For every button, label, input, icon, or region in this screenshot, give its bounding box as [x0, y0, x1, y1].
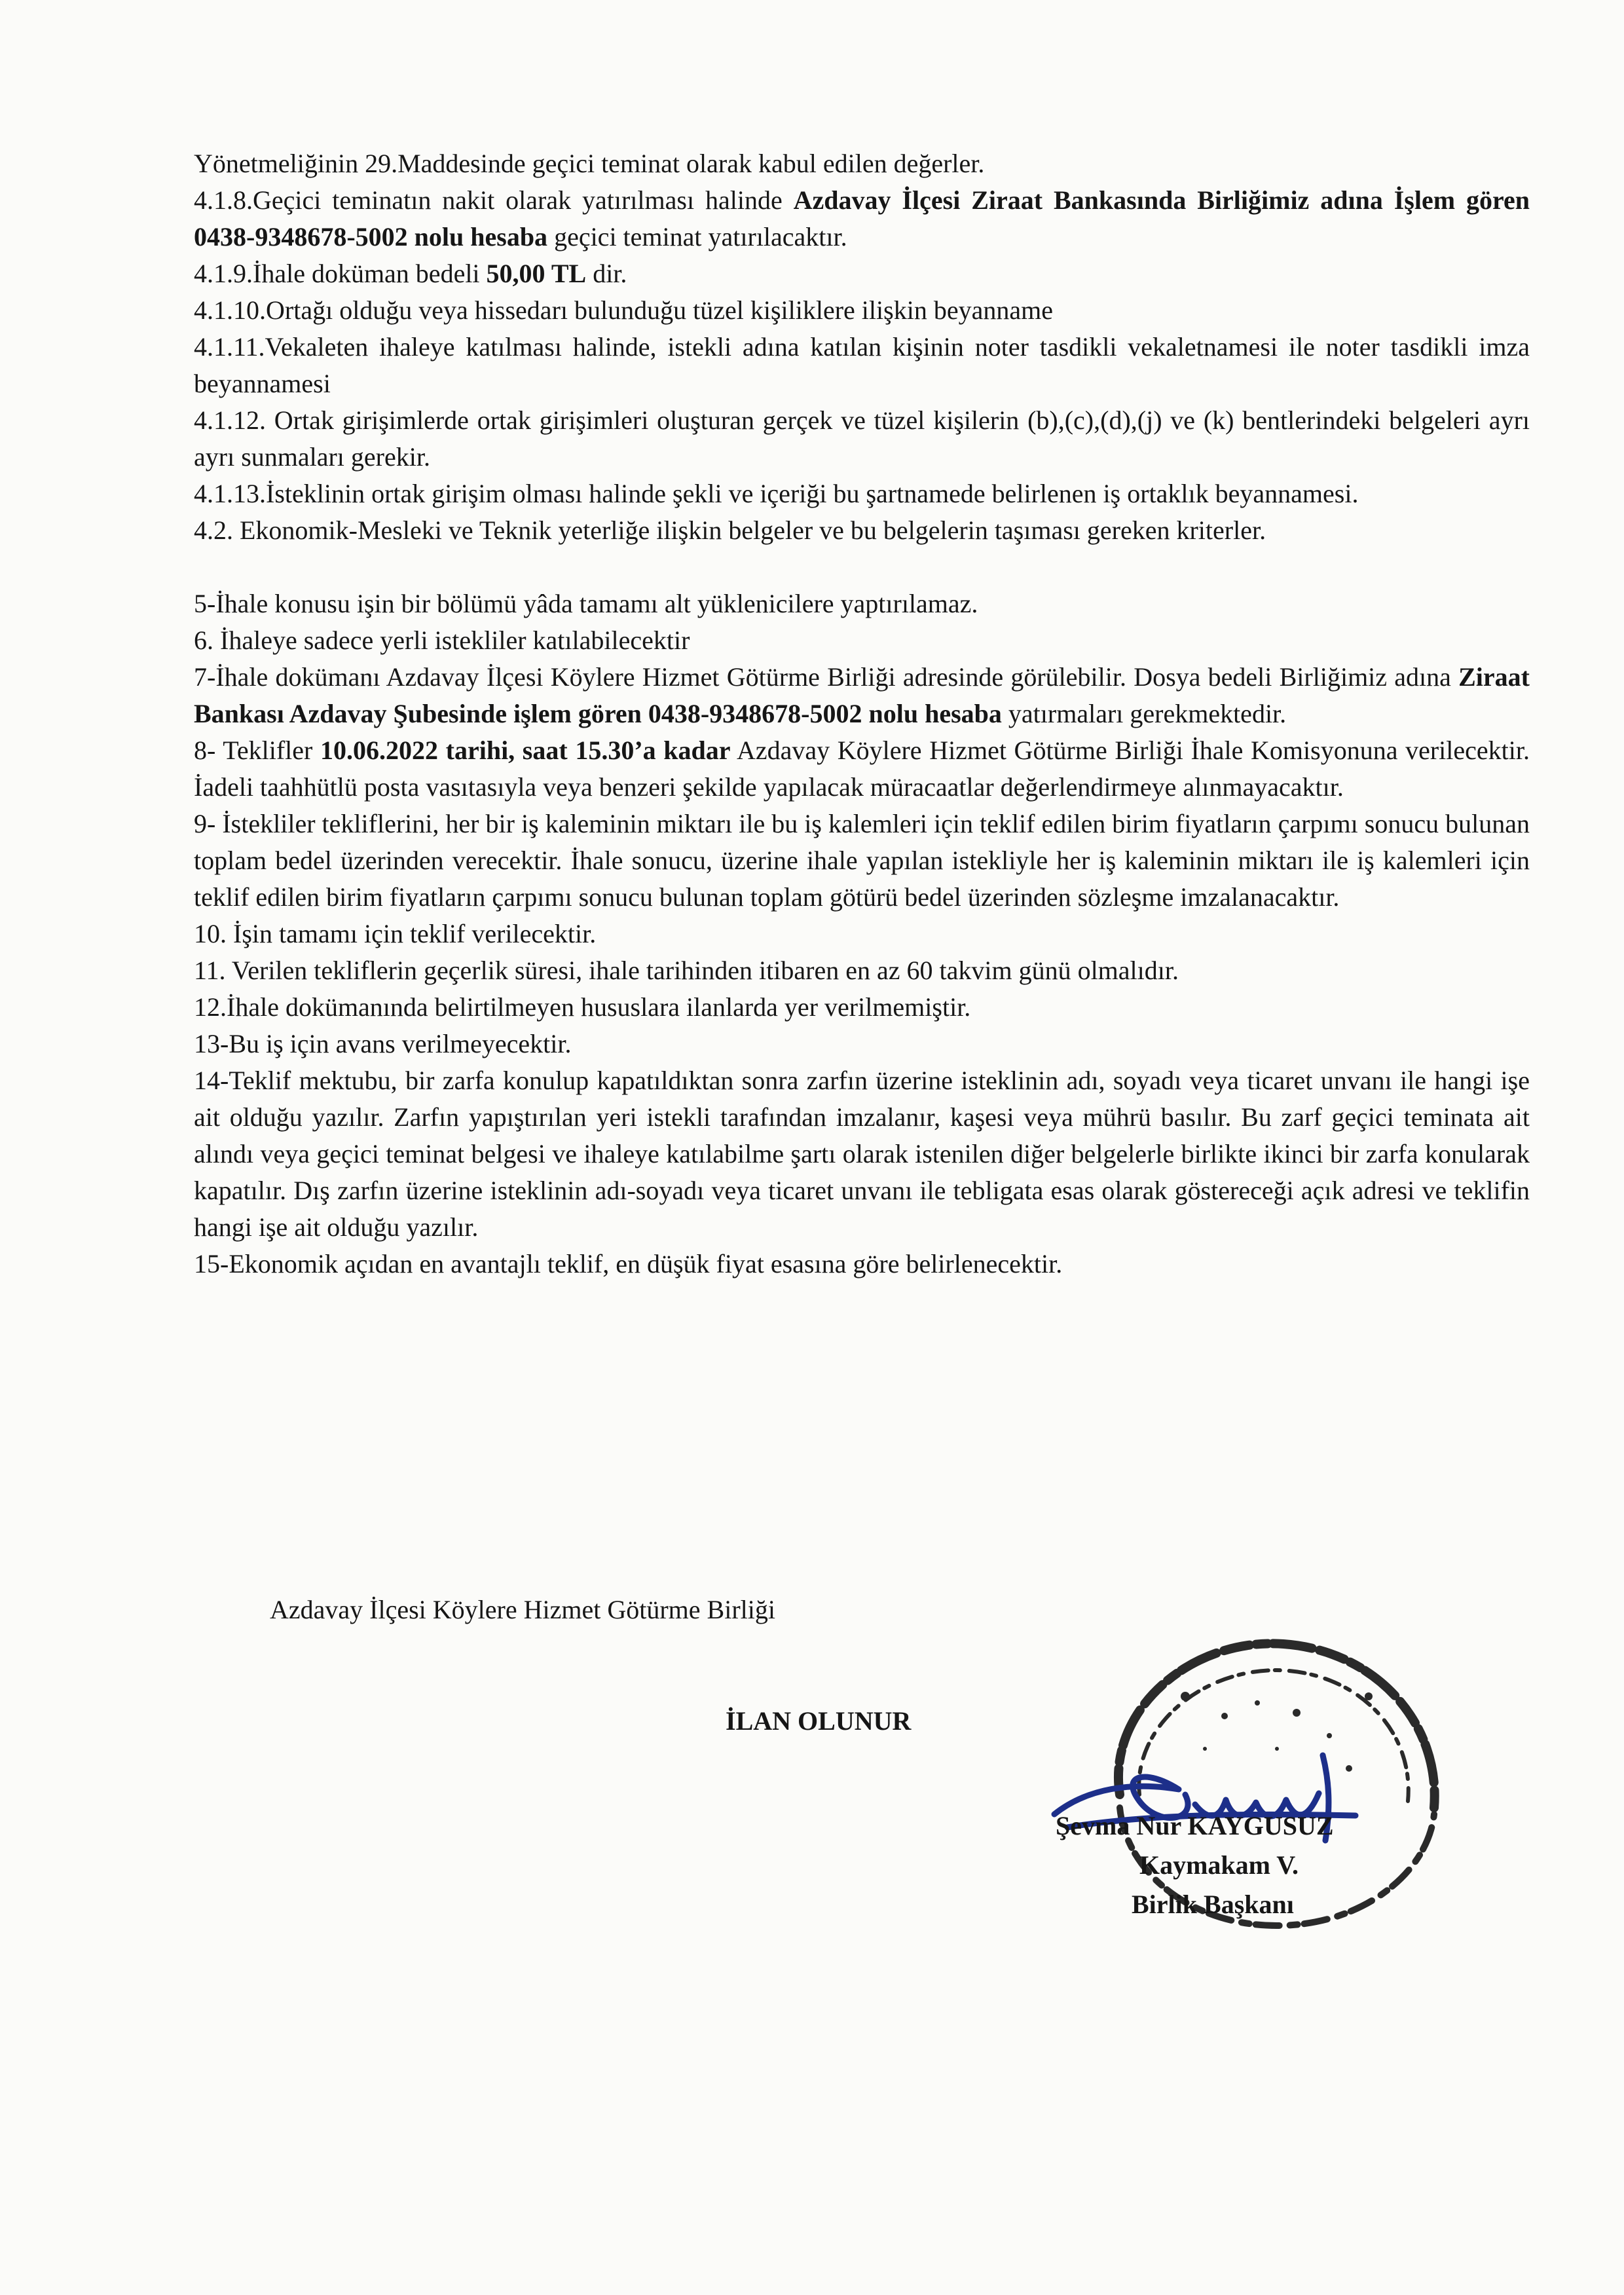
text-run: 4.1.8.Geçici teminatın nakit olarak yatırılması halinde: [194, 185, 794, 215]
signatory-name: Şevma Nur KAYGUSUZ: [1056, 1811, 1334, 1840]
paragraph: [194, 292, 1530, 329]
paragraph: [194, 512, 1530, 549]
text-run: 12.İhale dokümanında belirtilmeyen hususlara ilanlarda yer verilmemiştir.: [194, 992, 971, 1022]
paragraph: [194, 952, 1530, 989]
text-run: 4.1.12. Ortak girişimlerde ortak girişimleri oluşturan gerçek ve tüzel kişilerin (b),(c),(d),(j) ve (k) bentlerindeki belgeleri ayrı ayrı sunmaları gerekir.: [194, 405, 1530, 472]
text-run: 7-İhale dokümanı Azdavay İlçesi Köylere Hizmet Götürme Birliği adresinde görülebilir. Dosya bedeli Birliğimiz adına: [194, 662, 1459, 692]
paragraph: [194, 1026, 1530, 1062]
paragraph: [194, 1246, 1530, 1282]
text-run: 15-Ekonomik açıdan en avantajlı teklif, en düşük fiyat esasına göre belirlenecektir.: [194, 1249, 1063, 1278]
text-run: yatırmaları gerekmektedir.: [1001, 699, 1287, 728]
paragraph: [194, 916, 1530, 952]
text-run: 6. İhaleye sadece yerli istekliler katılabilecektir: [194, 625, 690, 655]
text-run: Yönetmeliğinin 29.Maddesinde geçici teminat olarak kabul edilen değerler.: [194, 149, 985, 178]
paragraph: [194, 622, 1530, 659]
paragraph: [194, 1062, 1530, 1246]
text-run: 4.1.13.İsteklinin ortak girişim olması halinde şekli ve içeriği bu şartnamede belirlenen iş ortaklık beyannamesi.: [194, 479, 1359, 508]
paragraph: [194, 145, 1530, 182]
paragraph: [194, 732, 1530, 806]
organization-name: Azdavay İlçesi Köylere Hizmet Götürme Birliği: [270, 1595, 775, 1624]
announcement-heading: İLAN OLUNUR: [726, 1706, 912, 1736]
text-run: dir.: [586, 259, 627, 288]
document-body: [194, 145, 1530, 1282]
text-run: 9- İstekliler tekliflerini, her bir iş kaleminin miktarı ile bu iş kalemleri için teklif edilen birim fiyatların çarpımı sonucu bulunan toplam bedel üzerinden verecektir. İhale sonucu, üzerine ihale yapılan istekliyle her iş kaleminin miktarı ile iş kalemleri için teklif edilen birim fiyatların çarpımı sonucu bulunan toplam götürü bedel üzerinden sözleşme imzalanacaktır.: [194, 809, 1530, 912]
text-run: 5-İhale konusu işin bir bölümü yâda tamamı alt yüklenicilere yaptırılamaz.: [194, 589, 978, 618]
bold-text: Azdavay İlçesi Ziraat Bankasında Birliğimiz adına İşlem gören 0438-9348678-5002 nolu hesaba: [194, 185, 1530, 252]
text-run: 10. İşin tamamı için teklif verilecektir.: [194, 919, 597, 948]
paragraph: [194, 659, 1530, 732]
text-run: 4.1.10.Ortağı olduğu veya hissedarı bulunduğu tüzel kişiliklere ilişkin beyanname: [194, 295, 1053, 325]
text-run: 8- Teklifler: [194, 736, 320, 765]
paragraph: [194, 329, 1530, 402]
signatory-title: Kaymakam V.: [1139, 1850, 1299, 1880]
paragraph: [194, 989, 1530, 1026]
text-run: 4.1.11.Vekaleten ihaleye katılması halinde, istekli adına katılan kişinin noter tasdikli vekaletnamesi ile noter tasdikli imza beyannamesi: [194, 332, 1530, 398]
bold-text: 50,00 TL: [486, 259, 587, 288]
paragraph: [194, 476, 1530, 512]
paragraph: [194, 255, 1530, 292]
text-run: 13-Bu iş için avans verilmeyecektir.: [194, 1029, 572, 1058]
paragraph: [194, 402, 1530, 476]
paragraph: [194, 182, 1530, 255]
text-run: geçici teminat yatırılacaktır.: [547, 222, 847, 252]
text-run: 4.1.9.İhale doküman bedeli: [194, 259, 487, 288]
paragraph: [194, 806, 1530, 916]
text-run: 11. Verilen tekliflerin geçerlik süresi, ihale tarihinden itibaren en az 60 takvim günü olmalıdır.: [194, 956, 1179, 985]
text-run: Azdavay Köylere Hizmet Götürme Birliği İhale Komisyonuna verilecektir. İadeli taahhütlü posta vasıtasıyla veya benzeri şekilde yapılacak müracaatlar değerlendirmeye alınmayacaktır.: [194, 736, 1530, 802]
signatory-position: Birlik Başkanı: [1132, 1890, 1294, 1919]
bold-text: 10.06.2022 tarihi, saat 15.30’a kadar: [320, 736, 731, 765]
text-run: 14-Teklif mektubu, bir zarfa konulup kapatıldıktan sonra zarfın üzerine isteklinin adı, soyadı veya ticaret unvanı ile hangi işe ait olduğu yazılır. Zarfın yapıştırılan yeri istekli tarafından imzalanır, kaşesi veya mührü basılır. Bu zarf geçici teminata ait alındı veya geçici teminat belgesi ve ihaleye katılabilme şartı olarak istenilen diğer belgelerle birlikte ikinci bir zarfa konularak kapatılır. Dış zarfın üzerine isteklinin adı-soyadı veya ticaret unvanı ile tebligata esas olarak göstereceği açık adresi ve teklifin hangi işe ait olduğu yazılır.: [194, 1066, 1530, 1242]
text-run: 4.2. Ekonomik-Mesleki ve Teknik yeterliğe ilişkin belgeler ve bu belgelerin taşıması gereken kriterler.: [194, 515, 1266, 545]
bold-text: Ziraat Bankası Azdavay Şubesinde işlem gören 0438-9348678-5002 nolu hesaba: [194, 662, 1530, 728]
paragraph: [194, 586, 1530, 622]
